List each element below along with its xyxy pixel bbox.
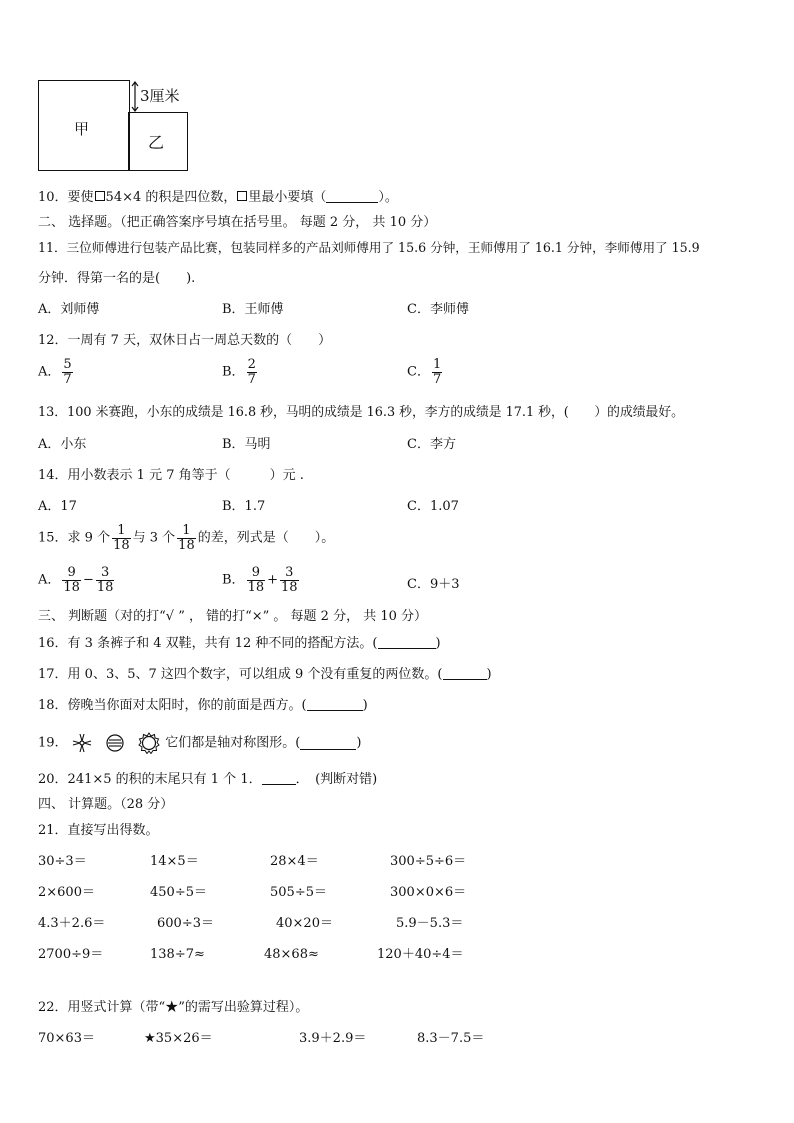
calc-item: 5.9－5.3＝ — [396, 916, 464, 931]
calc-item: 450÷5＝ — [150, 885, 207, 900]
q12-option-a[interactable]: A． $\frac{5}{7}$ — [38, 357, 72, 387]
answer-blank[interactable] — [262, 772, 296, 785]
question-11-line2: 分钟．得第一名的是( ). — [38, 271, 196, 286]
calc-item: 14×5＝ — [150, 854, 199, 869]
label-jia: 甲 — [74, 120, 90, 138]
question-19: 19. 它们都是轴对称图形。( ) — [38, 732, 361, 754]
calc-item: 2×600＝ — [38, 885, 95, 900]
q12-option-c[interactable]: C． $\frac{1}{7}$ — [407, 357, 442, 387]
fraction: $\frac{1}{7}$ — [432, 357, 442, 387]
q11-option-c[interactable]: C．李师傅 — [407, 302, 469, 317]
q15-option-b[interactable]: B． $\frac{9}{18}$ + $\frac{3}{18}$ — [222, 565, 298, 595]
fraction: $\frac{2}{7}$ — [247, 357, 256, 387]
q14-option-a[interactable]: A．17 — [38, 499, 77, 514]
answer-blank[interactable] — [378, 636, 436, 649]
fraction: $\frac{1}{18}$ — [113, 523, 130, 553]
question-17: 17．用 0、3、5、7 这四个数字，可以组成 9 个没有重复的两位数。( ) — [38, 667, 492, 682]
section-2-heading: 二、 选择题。（把正确答案序号填在括号里。 每题 2 分， 共 10 分） — [38, 215, 437, 230]
question-16: 16．有 3 条裤子和 4 双鞋，共有 12 种不同的搭配方法。( ) — [38, 636, 441, 651]
answer-blank[interactable] — [307, 698, 363, 711]
question-21-title: 21．直接写出得数。 — [38, 823, 159, 838]
question-10: 10．要使 54×4 的积是四位数， 里最小要填（ ）。 — [38, 190, 398, 205]
vertical-calc-item: ★35×26＝ — [144, 1031, 213, 1046]
question-15: 15．求 9 个 $\frac{1}{18}$ 与 3 个 $\frac{1}{18}$ 的差，列式是（ ）。 — [38, 523, 335, 553]
fraction: $\frac{5}{7}$ — [63, 357, 72, 387]
fraction: $\frac{9}{18}$ — [247, 565, 265, 595]
measure-arrow — [130, 80, 140, 113]
q13-option-a[interactable]: A．小东 — [38, 437, 87, 452]
question-14: 14．用小数表示 1 元 7 角等于（ ）元 . — [38, 468, 304, 483]
question-13: 13．100 米赛跑，小东的成绩是 16.8 秒，马明的成绩是 16.3 秒，李方的成绩是 17.1 秒，( ）的成绩最好。 — [38, 405, 684, 420]
q13-option-b[interactable]: B．马明 — [222, 437, 271, 452]
q11-option-b[interactable]: B．王师傅 — [222, 302, 284, 317]
vertical-calc-item: 8.3－7.5＝ — [417, 1031, 485, 1046]
fraction: $\frac{1}{18}$ — [178, 523, 195, 553]
answer-blank[interactable] — [326, 190, 378, 203]
circle-lines-icon — [103, 733, 127, 753]
calc-item: 4.3＋2.6＝ — [38, 916, 106, 931]
section-4-heading: 四、 计算题。（28 分） — [38, 797, 174, 812]
calc-item: 40×20＝ — [276, 916, 333, 931]
calc-item: 30÷3＝ — [38, 854, 87, 869]
question-20: 20．241×5 的积的末尾只有 1 个 1． ． (判断对错) — [38, 772, 378, 787]
answer-blank[interactable] — [443, 667, 487, 680]
fraction: $\frac{9}{18}$ — [63, 565, 80, 595]
square-box — [237, 191, 247, 201]
question-11-line1: 11．三位师傅进行包装产品比赛，包装同样多的产品刘师傅用了 15.6 分钟，王师傅用了 16.1 分钟，李师傅用了 15.9 — [38, 240, 700, 255]
calc-item: 138÷7≈ — [150, 947, 205, 962]
square-box — [95, 191, 105, 201]
measure-label: 3厘米 — [140, 87, 180, 105]
question-18: 18．傍晚当你面对太阳时，你的前面是西方。( ) — [38, 698, 368, 713]
rect-figure — [38, 80, 198, 172]
q11-option-a[interactable]: A．刘师傅 — [38, 302, 100, 317]
calc-item: 300÷5÷6＝ — [390, 854, 467, 869]
calc-item: 600÷3＝ — [157, 916, 214, 931]
section-3-heading: 三、 判断题（对的打“√ ” ， 错的打“×” 。 每题 2 分， 共 10 分） — [38, 609, 428, 624]
calc-item: 505÷5＝ — [270, 885, 327, 900]
q15-option-a[interactable]: A． $\frac{9}{18}$ − $\frac{3}{18}$ — [38, 565, 114, 595]
fraction: $\frac{3}{18}$ — [281, 565, 298, 595]
q12-option-b[interactable]: B． $\frac{2}{7}$ — [222, 357, 256, 387]
vertical-calc-item: 3.9＋2.9＝ — [299, 1031, 367, 1046]
gear-circle-icon — [137, 732, 161, 754]
label-yi: 乙 — [148, 133, 165, 152]
calc-item: 300×0×6＝ — [390, 885, 467, 900]
q15-option-c[interactable]: C．9＋3 — [407, 577, 460, 592]
calc-item: 48×68≈ — [264, 947, 319, 962]
question-22-title: 22．用竖式计算（带“★”的需写出验算过程）。 — [38, 1000, 309, 1015]
calc-item: 120＋40÷4＝ — [377, 947, 464, 962]
question-12: 12．一周有 7 天，双休日占一周总天数的（ ） — [38, 333, 332, 348]
pinwheel-icon — [71, 733, 93, 753]
q14-option-c[interactable]: C．1.07 — [407, 499, 459, 514]
q13-option-c[interactable]: C．李方 — [407, 437, 456, 452]
q14-option-b[interactable]: B．1.7 — [222, 499, 266, 514]
calc-item: 2700÷9＝ — [38, 947, 104, 962]
vertical-calc-item: 70×63＝ — [38, 1031, 95, 1046]
answer-blank[interactable] — [300, 737, 356, 750]
fraction: $\frac{3}{18}$ — [96, 565, 114, 595]
calc-item: 28×4＝ — [270, 854, 319, 869]
